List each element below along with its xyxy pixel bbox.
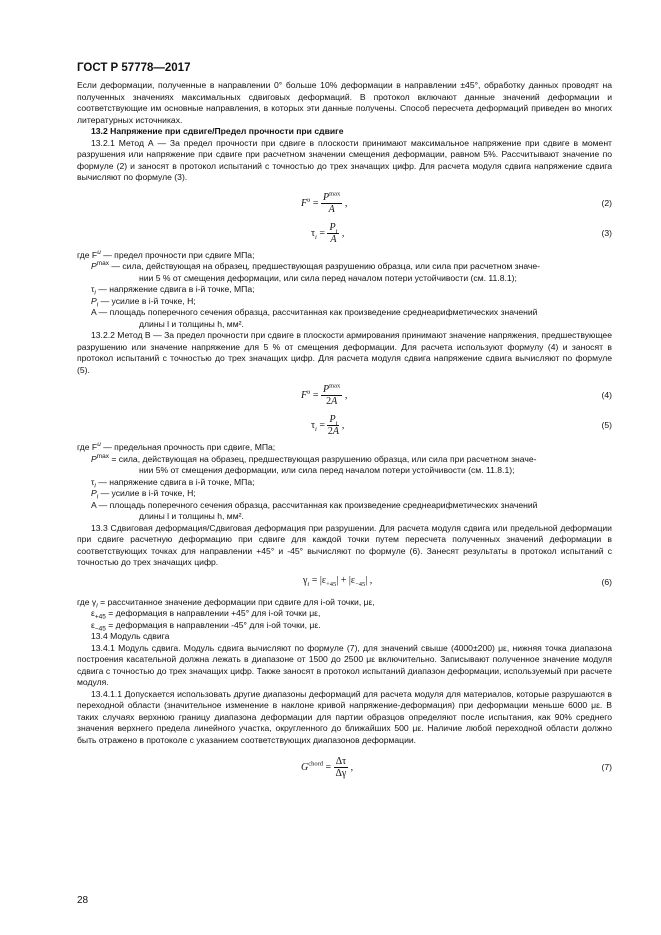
formula-number: (5) (601, 420, 612, 430)
definition-line: $\varepsilon_{-45}$ = деформация в направлении -45° для i-ой точки, με. (91, 619, 321, 633)
definition-continuation: нии 5% от смещения деформации, или сила перед началом потери устойчивости (см. 11.8.1); (139, 465, 515, 475)
formula-3-expression: $\tau_i$ = $\frac{P_i}{A}$ , (311, 221, 345, 245)
formula-7 (77, 756, 612, 780)
definition-line: где $F^u$ — предел прочности при сдвиге МПа; (77, 248, 255, 260)
definition-line: где $F^u$ — предельная прочность при сдвиге, МПа; (77, 441, 276, 452)
formula-5 (77, 414, 612, 438)
formula-3 (77, 222, 612, 246)
formula-number: (3) (601, 227, 612, 238)
formula-2 (77, 192, 612, 216)
definition-line: $P_i$ — усилие в i-й точке, Н; (91, 488, 196, 501)
formula-5-expression: $\tau_i$ = $\frac{P_i}{2A}$ , (311, 414, 345, 437)
formula-6-expression: $\gamma_i = |\varepsilon_{+45}| + |\varepsilon_{-45}|$ , (303, 574, 373, 588)
definition-line: $P^{max}$ — сила, действующая на образец, предшествующая разрушению образца, или сила при расчетном значе- (91, 260, 541, 271)
formula-4 (77, 384, 612, 408)
definition-line: $\tau_i$ — напряжение сдвига в i-й точке, МПа; (91, 476, 255, 490)
formula-7-expression: $G^{chord}$ = $\frac{\Delta\tau}{\Delta\gamma}$ , (301, 756, 354, 779)
paragraph: 13.4.1 Модуль сдвига. Модуль сдвига вычисляют по формуле (7), для значений свыше (4000±200) με, нижняя точка диапазона построения касательной должна лежать в диапазоне от 1500 до 2500 με включительно. Записывают полученное значение модуля сдвига с точностью до трех значащих цифр. Также заносят в протокол испытаний диапазон деформации, используемый при расчете модуля. (77, 642, 612, 687)
definition-line: $\tau_i$ — напряжение сдвига в i-й точке, МПа; (91, 284, 255, 297)
definition-line: $P_i$ — усилие в i-й точке, Н; (91, 295, 196, 309)
definition-continuation: длины l и толщины h, мм². (139, 318, 244, 329)
page-number: 28 (77, 895, 89, 906)
formula-number: (4) (601, 390, 612, 400)
definition-line: A — площадь поперечного сечения образца, рассчитанная как произведение среднеарифметических значений (91, 307, 538, 317)
definition-line: $P^{max}$ = сила, действующая на образец, предшествующая разрушению образца, или сила при расчетном значе- (91, 452, 537, 464)
document-body (77, 80, 612, 784)
formula-number: (6) (601, 576, 612, 587)
paragraph: 13.2.1 Метод А — За предел прочности при сдвиге в плоскости принимают максимальное напряжение при сдвиге в момент разрушения или напряжение при сдвиге при расчетном значении смещения деформации, равном 5%. Рассчитывают значение по формуле (2) и заносят в протокол испытаний с точностью до трех значащих цифр. Для расчета модуля сдвига напряжение сдвига вычисляют по формуле (3). (77, 137, 612, 182)
paragraph: 13.2.2 Метод В — За предел прочности при сдвиге в плоскости армирования принимают значение напряжения, предшествующее разрушению или значение напряжение для 5 % от смещения деформации. Для расчета используют формулу (4) и заносят в протокол испытаний с точностью до трех значащих цифр. Для расчета модуля сдвига напряжение сдвига вычисляют по формуле (5). (77, 330, 612, 375)
paragraph: 13.3 Сдвиговая деформация/Сдвиговая деформация при разрушении. Для расчета модуля сдвига или предельной деформации при сдвиге расчетную деформацию при сдвиге для каждой точки путем пересчета полученных значений деформации в соответствующих точках для направлении +45° и -45° вычисляют по формуле (6). Занесят результаты в протокол испытаний с точностью до трех значащих цифр. (77, 522, 612, 567)
document-header: ГОСТ Р 57778—2017 (77, 62, 191, 74)
formula-2-expression: $F^u$ = $\frac{P^{max}}{A}$ , (301, 190, 348, 215)
formula-number: (2) (601, 197, 612, 208)
definition-continuation: длины l и толщины h, мм². (139, 511, 244, 521)
paragraph: Если деформации, полученные в направлении 0° больше 10% деформации в направлении ±45°, обработку данных проводят на полученных значениях максимальных сдвиговых деформаций. В протокол включают данные значений деформации и соответствующие им основные направления, в которых эти данные получены. Способ пересчета деформаций приведен во многих литературных источниках. (77, 80, 612, 125)
section-heading: 13.2 Напряжение при сдвиге/Предел прочности при сдвиге (91, 126, 344, 136)
definition-line: где $\gamma_i$ = рассчитанное значение деформации при сдвиге для i-ой точки, με, (77, 596, 375, 610)
section-heading: 13.4 Модуль сдвига (91, 631, 170, 641)
definition-line: $\varepsilon_{+45}$ = деформация в направлении +45° для i-ой точки με, (91, 608, 321, 621)
definition-line: A — площадь поперечного сечения образца, рассчитанная как произведение среднеарифметических значений (91, 499, 538, 510)
formula-6 (77, 575, 612, 593)
formula-number: (7) (601, 762, 612, 772)
definition-continuation: нии 5 % от смещения деформации, или сила перед началом потери устойчивости (см. 11.8.1); (139, 272, 517, 283)
paragraph: 13.4.1.1 Допускается использовать другие диапазоны деформаций для расчета модуля для материалов, которые разрушаются в переходной области (значительное изменение в наклоне кривой напряжение-деформация) при деформации меньше 6000 με. В таких случаях верхнюю границу диапазона деформации для партии образцов определяют после испытания, как 90% среднего значения верхнего предела линейного участка, округленного до ближайших 500 με. Наличие любой переходной области должно быть отражено в протоколе с указанием соответствующих диапазонов деформации. (77, 688, 612, 745)
formula-4-expression: $F^u$ = $\frac{P^{max}}{2A}$ , (301, 382, 348, 407)
